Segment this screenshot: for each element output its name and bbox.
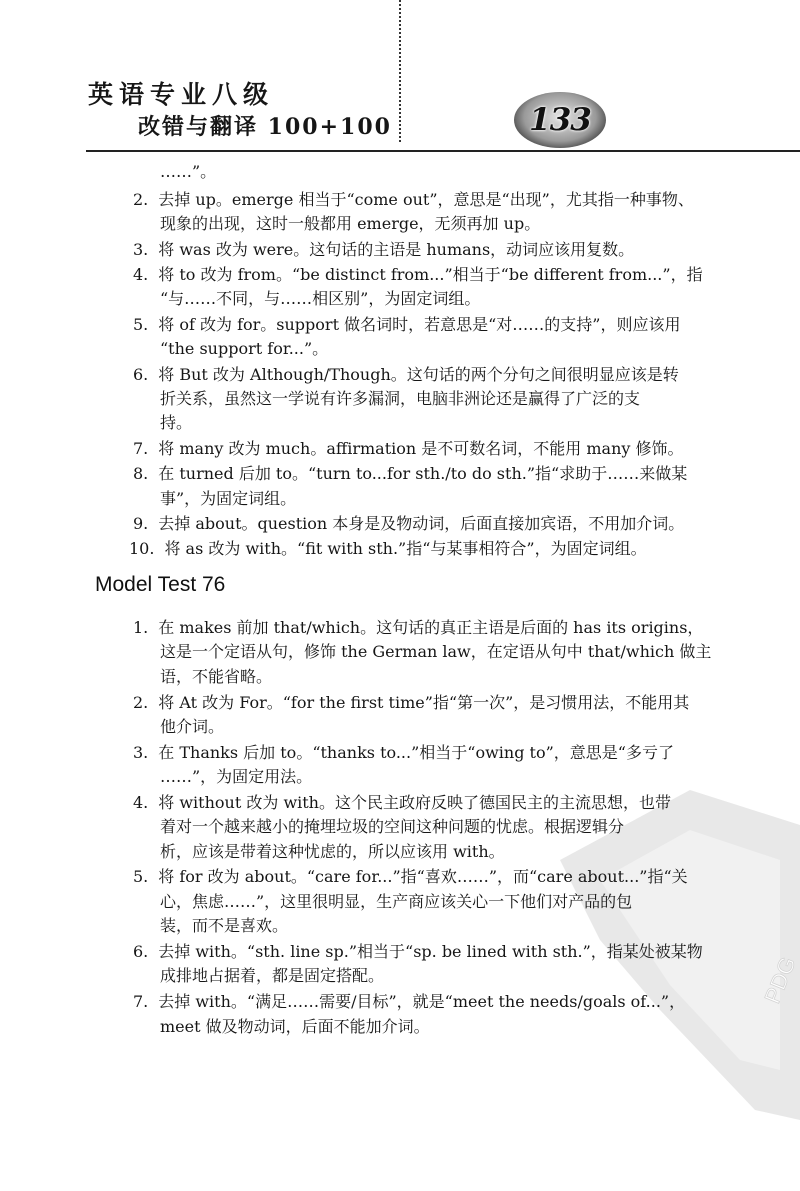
item-text: 成排地占据着，都是固定搭配。 — [160, 966, 385, 986]
section-heading: Model Test 76 — [95, 573, 226, 596]
answer-section-model-test — [0, 616, 800, 1039]
item-text: 心，焦虑……”，这里很明显，生产商应该关心一下他们对产品的包 — [160, 891, 633, 911]
item-number: 6. — [133, 364, 149, 384]
item-text: ……”，为固定用法。 — [160, 767, 313, 787]
answer-section-previous-test — [0, 160, 800, 562]
item-text: 将 But 改为 Although/Though。这句话的两个分句之间很明显应该是转 — [158, 364, 679, 384]
item-text: meet 做及物动词，后面不能加介词。 — [160, 1016, 430, 1036]
header-rule — [86, 150, 800, 152]
item-number: 3. — [133, 239, 149, 259]
answer-item — [0, 313, 800, 362]
item-first-line — [0, 462, 800, 486]
page-number-badge — [514, 92, 606, 148]
item-text: 去掉 with。“sth. line sp.”相当于“sp. be lined with sth.”，指某处被某物 — [158, 942, 703, 962]
item-first-line — [0, 990, 800, 1014]
answer-item — [0, 616, 800, 689]
item-first-line — [0, 363, 800, 387]
continuation-line: ……”。 — [160, 162, 217, 181]
item-text: 去掉 up。emerge 相当于“come out”，意思是“出现”，尤其指一种事物、 — [158, 189, 694, 209]
item-first-line — [0, 940, 800, 964]
watermark-text: PDG — [759, 953, 800, 1007]
item-text: 将 as 改为 with。“fit with sth.”指“与某事相符合”，为固定词组。 — [164, 539, 647, 559]
item-text: 将 of 改为 for。support 做名词时，若意思是“对……的支持”，则应该用 — [158, 314, 681, 334]
item-text: 语，不能省略。 — [160, 666, 273, 686]
item-text: 在 makes 前加 that/which。这句话的真正主语是后面的 has its origins， — [158, 618, 704, 637]
answer-item — [0, 462, 800, 511]
answer-item — [0, 990, 800, 1039]
item-text: 将 without 改为 with。这个民主政府反映了德国民主的主流思想，也带 — [158, 792, 671, 812]
answer-item — [0, 238, 800, 262]
item-text: 着对一个越来越小的掩埋垃圾的空间这种问题的忧虑。根据逻辑分 — [160, 817, 625, 837]
item-text: 去掉 about。question 本身是及物动词，后面直接加宾语，不用加介词。 — [158, 513, 685, 533]
answer-item — [0, 188, 800, 237]
item-first-line — [0, 437, 800, 461]
item-number: 3. — [133, 742, 149, 762]
item-first-line — [0, 537, 800, 561]
page-number: 133 — [529, 102, 591, 138]
item-text: 析，应该是带着这种忧虑的，所以应该用 with。 — [160, 841, 505, 861]
item-first-line — [0, 691, 800, 715]
item-text: 将 was 改为 were。这句话的主语是 humans，动词应该用复数。 — [158, 239, 635, 259]
answer-item — [0, 512, 800, 536]
item-text: 将 for 改为 about。“care for...”指“喜欢……”，而“care about...”指“关 — [158, 867, 688, 887]
answer-item — [0, 263, 800, 312]
item-text: 装，而不是喜欢。 — [160, 916, 289, 936]
item-first-line — [0, 791, 800, 815]
item-first-line — [0, 263, 800, 287]
item-first-line — [0, 238, 800, 262]
answer-item — [0, 865, 800, 938]
item-first-line — [0, 313, 800, 337]
answer-item — [0, 940, 800, 989]
item-number: 10. — [129, 539, 155, 559]
item-text: 折关系，虽然这一学说有许多漏洞，电脑非洲论还是赢得了广泛的支 — [160, 389, 641, 409]
item-first-line — [0, 188, 800, 212]
answer-item — [0, 363, 800, 436]
item-number: 1. — [133, 618, 149, 637]
item-number: 8. — [133, 464, 149, 484]
item-first-line — [0, 741, 800, 765]
book-title-line1: 英语专业八级 — [88, 80, 275, 109]
item-text: 在 turned 后加 to。“turn to...for sth./to do sth.”指“求助于……来做某 — [158, 464, 688, 484]
item-text: 在 Thanks 后加 to。“thanks to...”相当于“owing to”，意思是“多亏了 — [158, 742, 674, 762]
item-number: 4. — [133, 265, 149, 285]
answer-item — [0, 741, 800, 790]
item-number: 5. — [133, 314, 149, 334]
item-text: 持。 — [160, 413, 193, 433]
item-text: 这是一个定语从句，修饰 the German law，在定语从句中 that/which 做主 — [160, 642, 712, 662]
item-number: 2. — [133, 189, 149, 209]
item-text: 去掉 with。“满足……需要/目标”，就是“meet the needs/goals of...”， — [158, 992, 686, 1012]
answer-item — [0, 537, 800, 561]
item-text: 他介词。 — [160, 716, 225, 736]
item-text: “the support for...”。 — [160, 339, 329, 359]
item-text: 将 many 改为 much。affirmation 是不可数名词，不能用 many 修饰。 — [158, 438, 684, 458]
item-text: 将 to 改为 from。“be distinct from...”相当于“be different from...”，指 — [158, 265, 703, 285]
answer-item — [0, 437, 800, 461]
item-number: 6. — [133, 942, 149, 962]
item-text: 将 At 改为 For。“for the first time”指“第一次”，是习惯用法，不能用其 — [158, 692, 690, 712]
answer-item — [0, 791, 800, 864]
answer-item — [0, 691, 800, 740]
item-text: 现象的出现，这时一般都用 emerge，无须再加 up。 — [160, 214, 541, 234]
item-number: 7. — [133, 438, 149, 458]
item-number: 4. — [133, 792, 149, 812]
item-first-line — [0, 616, 800, 640]
item-number: 9. — [133, 513, 149, 533]
item-number: 5. — [133, 867, 149, 887]
item-text: 事”，为固定词组。 — [160, 488, 297, 508]
binding-dotted-line — [399, 0, 401, 142]
item-number: 2. — [133, 692, 149, 712]
item-first-line — [0, 512, 800, 536]
item-number: 7. — [133, 992, 149, 1012]
book-title-line2: 改错与翻译 100+100 — [138, 114, 392, 140]
item-text: “与……不同，与……相区别”，为固定词组。 — [160, 289, 481, 309]
item-first-line — [0, 865, 800, 889]
